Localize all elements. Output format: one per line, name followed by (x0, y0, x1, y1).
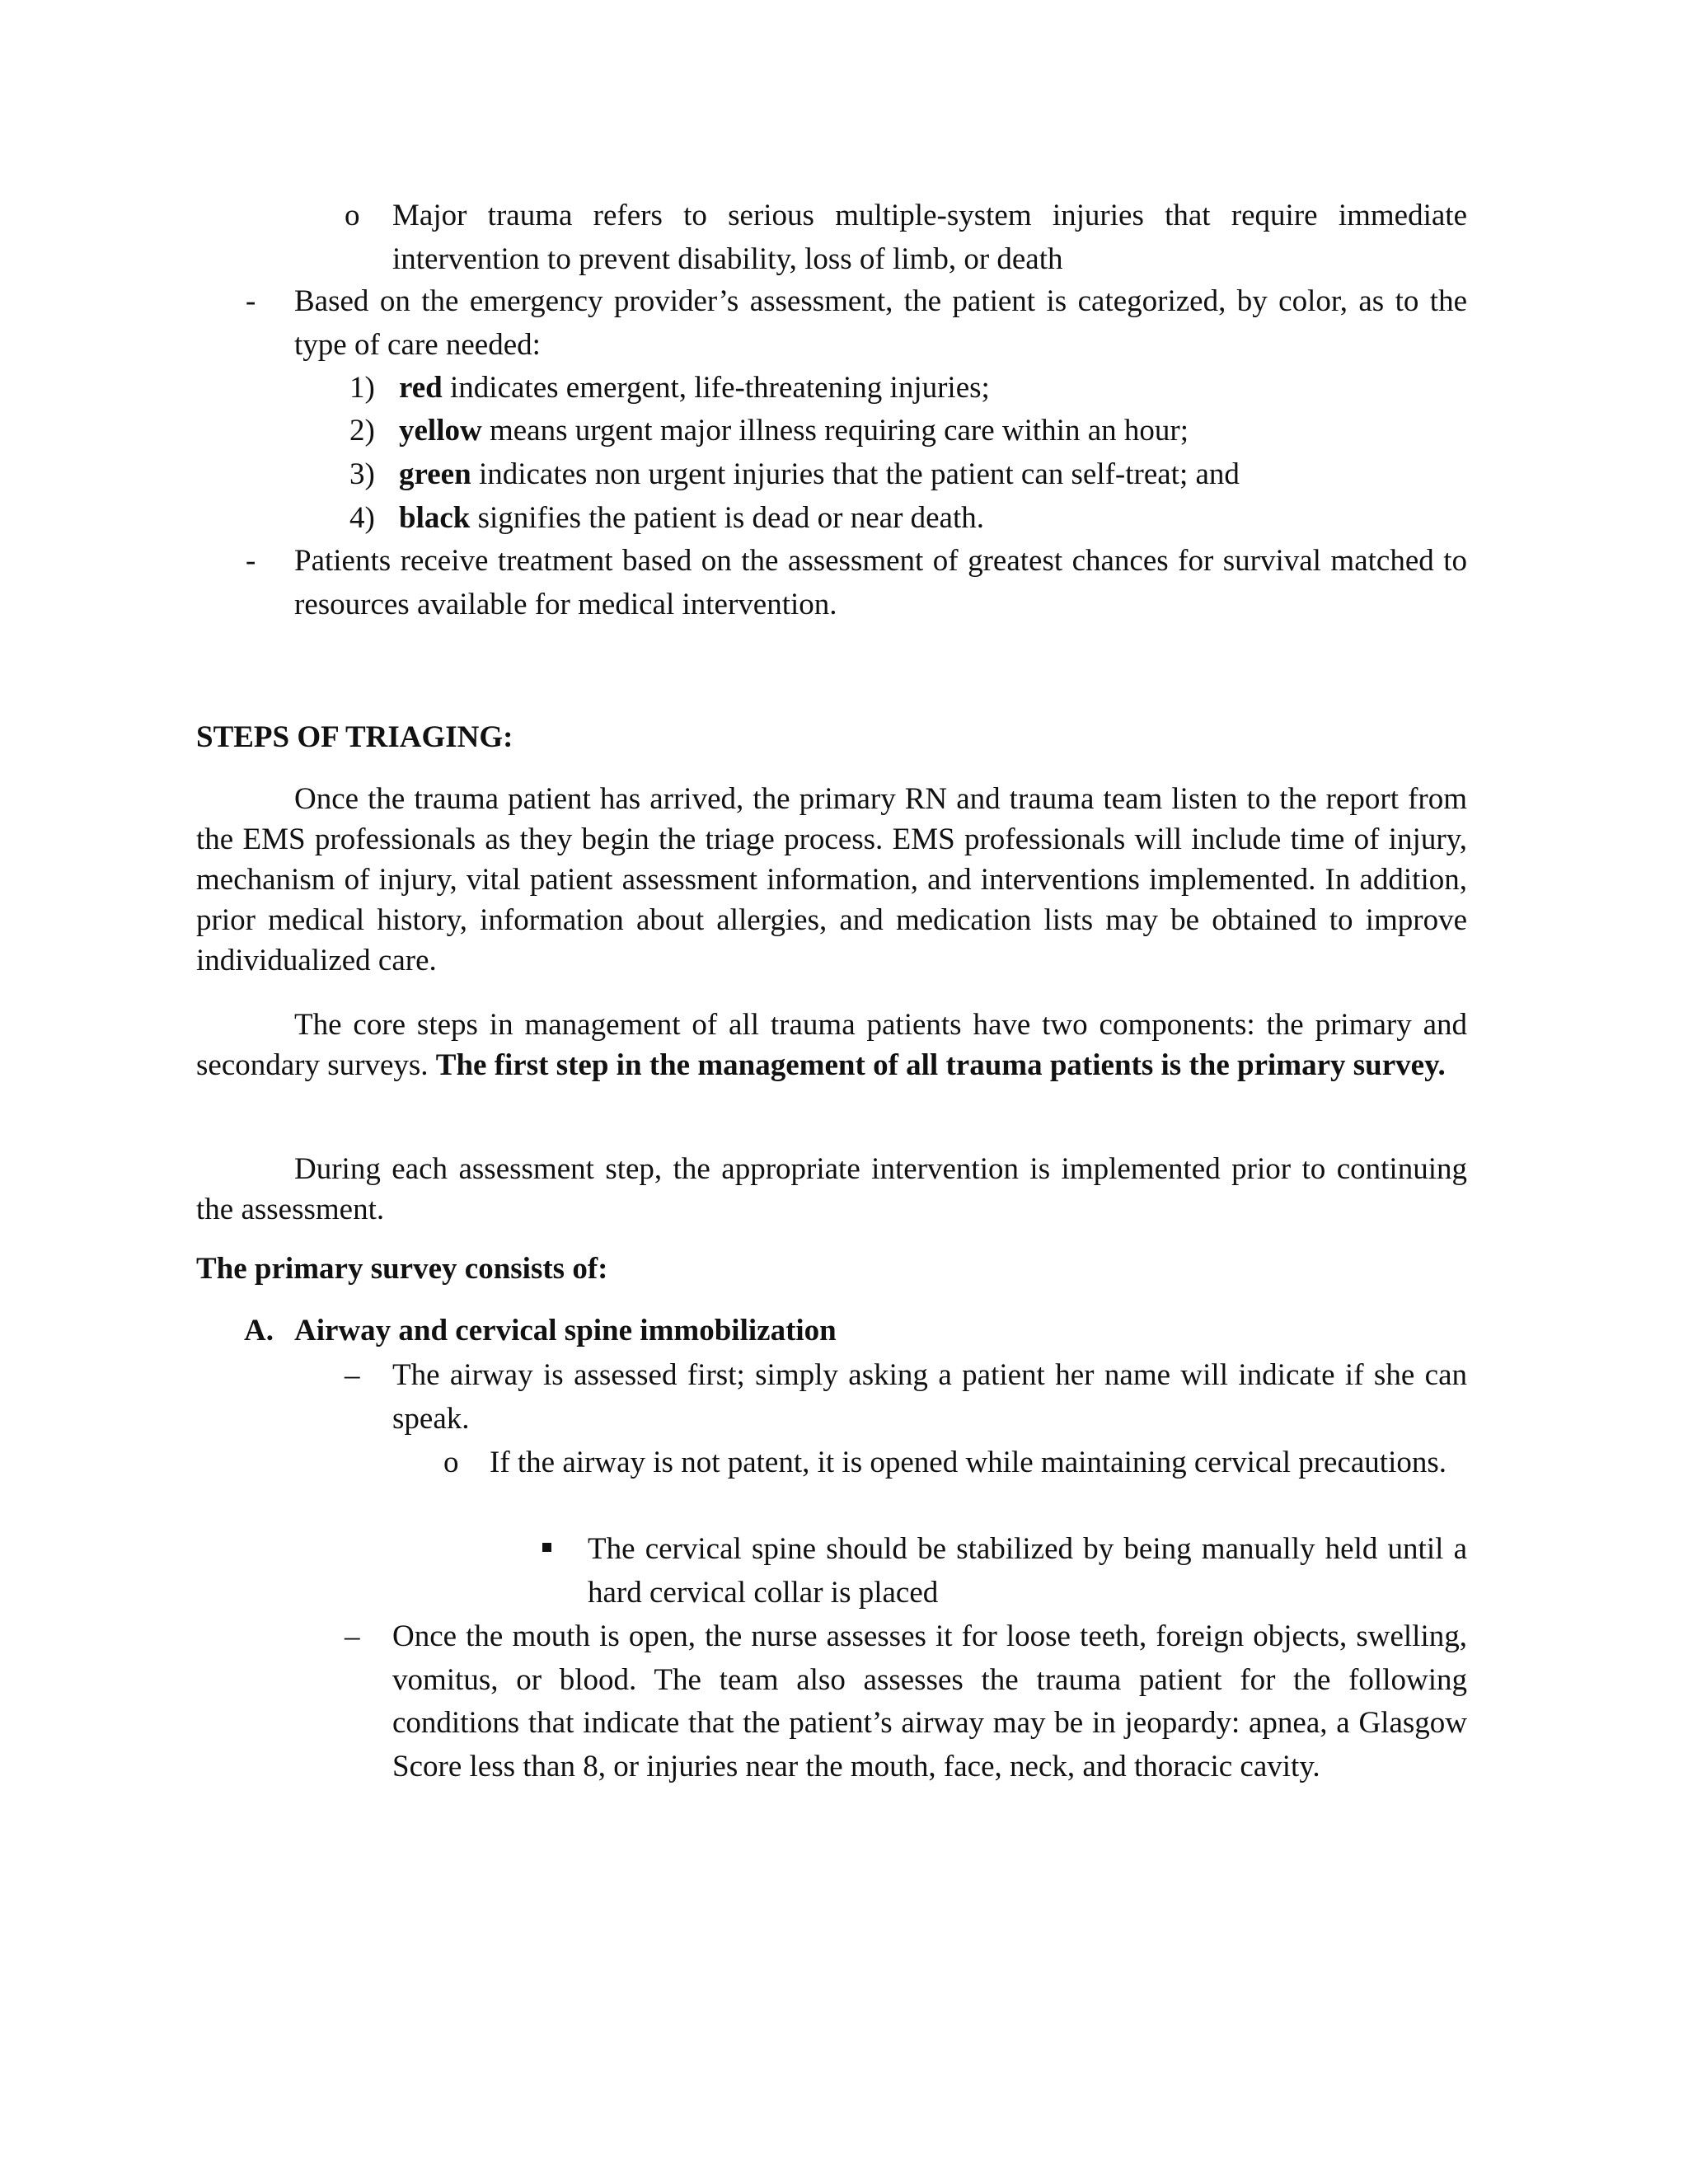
color-term-red: red (399, 371, 443, 405)
dash-bullet-marker: - (246, 544, 256, 578)
list-item-text: means urgent major illness requiring care within an hour; (481, 414, 1189, 448)
color-term-yellow: yellow (399, 414, 482, 448)
list-item (399, 410, 1189, 453)
steps-heading: STEPS OF TRIAGING: (196, 720, 513, 754)
primary-survey-heading: The primary survey consists of: (196, 1252, 608, 1286)
paragraph-assessment-step: During each assessment step, the appropriate intervention is implemented prior to continuing the assessment. (196, 1152, 1467, 1226)
list-item (399, 453, 1240, 497)
square-bullet-icon (542, 1543, 551, 1552)
list-item-text: indicates emergent, life-threatening injuries; (442, 371, 990, 405)
list-number: 2) (349, 414, 375, 448)
color-term-green: green (399, 457, 471, 491)
circle-bullet-marker: o (345, 199, 360, 232)
color-category-intro: Based on the emergency provider’s assessment, the patient is categorized, by color, as to the type of care needed: (294, 284, 1467, 362)
core-steps-bold: The first step in the management of all trauma patients is the primary survey. (435, 1048, 1446, 1082)
treatment-text: Patients receive treatment based on the assessment of greatest chances for survival matched to resources available for medical intervention. (294, 544, 1467, 621)
list-number: 1) (349, 371, 375, 405)
circle-bullet-marker: o (443, 1446, 459, 1479)
list-number: 4) (349, 501, 375, 535)
dash-bullet-marker: - (246, 284, 256, 318)
list-item (399, 367, 990, 410)
list-item-text: signifies the patient is dead or near death. (470, 501, 985, 535)
core-steps-text: The core steps in management of all trauma patients have two components: the primary and secondary surveys. (196, 1008, 1467, 1082)
airway-not-patent-text: If the airway is not patent, it is opened while maintaining cervical precautions. (490, 1446, 1447, 1479)
major-trauma-text: Major trauma refers to serious multiple-system injuries that require immediate intervention to prevent disability, loss of limb, or death (392, 199, 1467, 276)
paragraph-core-steps (196, 1005, 1467, 1085)
paragraph-arrival: Once the trauma patient has arrived, the primary RN and trauma team listen to the report from the EMS professionals as they begin the triage process. EMS professionals will include time of injury, mechanism of injury, vital patient assessment information, and interventions implemented. In addition, prior medical history, information about allergies, and medication lists may be obtained to improve individualized care. (196, 782, 1467, 977)
cervical-spine-text: The cervical spine should be stabilized by being manually held until a hard cervical collar is placed (588, 1532, 1467, 1610)
color-term-black: black (399, 501, 471, 535)
section-a-label: A. (244, 1314, 274, 1347)
list-item-text: indicates non urgent injuries that the patient can self-treat; and (471, 457, 1240, 491)
list-item (399, 497, 984, 541)
dash-bullet-marker: – (345, 1358, 360, 1392)
section-a-title: Airway and cervical spine immobilization (294, 1314, 837, 1347)
list-number: 3) (349, 457, 375, 491)
mouth-assessment-text: Once the mouth is open, the nurse assesses it for loose teeth, foreign objects, swelling, vomitus, or blood. The team also assesses the trauma patient for the following conditions that indicate that the patient’s airway may be in jeopardy: apnea, a Glasgow Score less than 8, or injuries near the mouth, face, neck, and thoracic cavity. (392, 1619, 1467, 1783)
dash-bullet-marker: – (345, 1619, 360, 1653)
airway-assessed-text: The airway is assessed first; simply asking a patient her name will indicate if she can speak. (392, 1358, 1467, 1436)
